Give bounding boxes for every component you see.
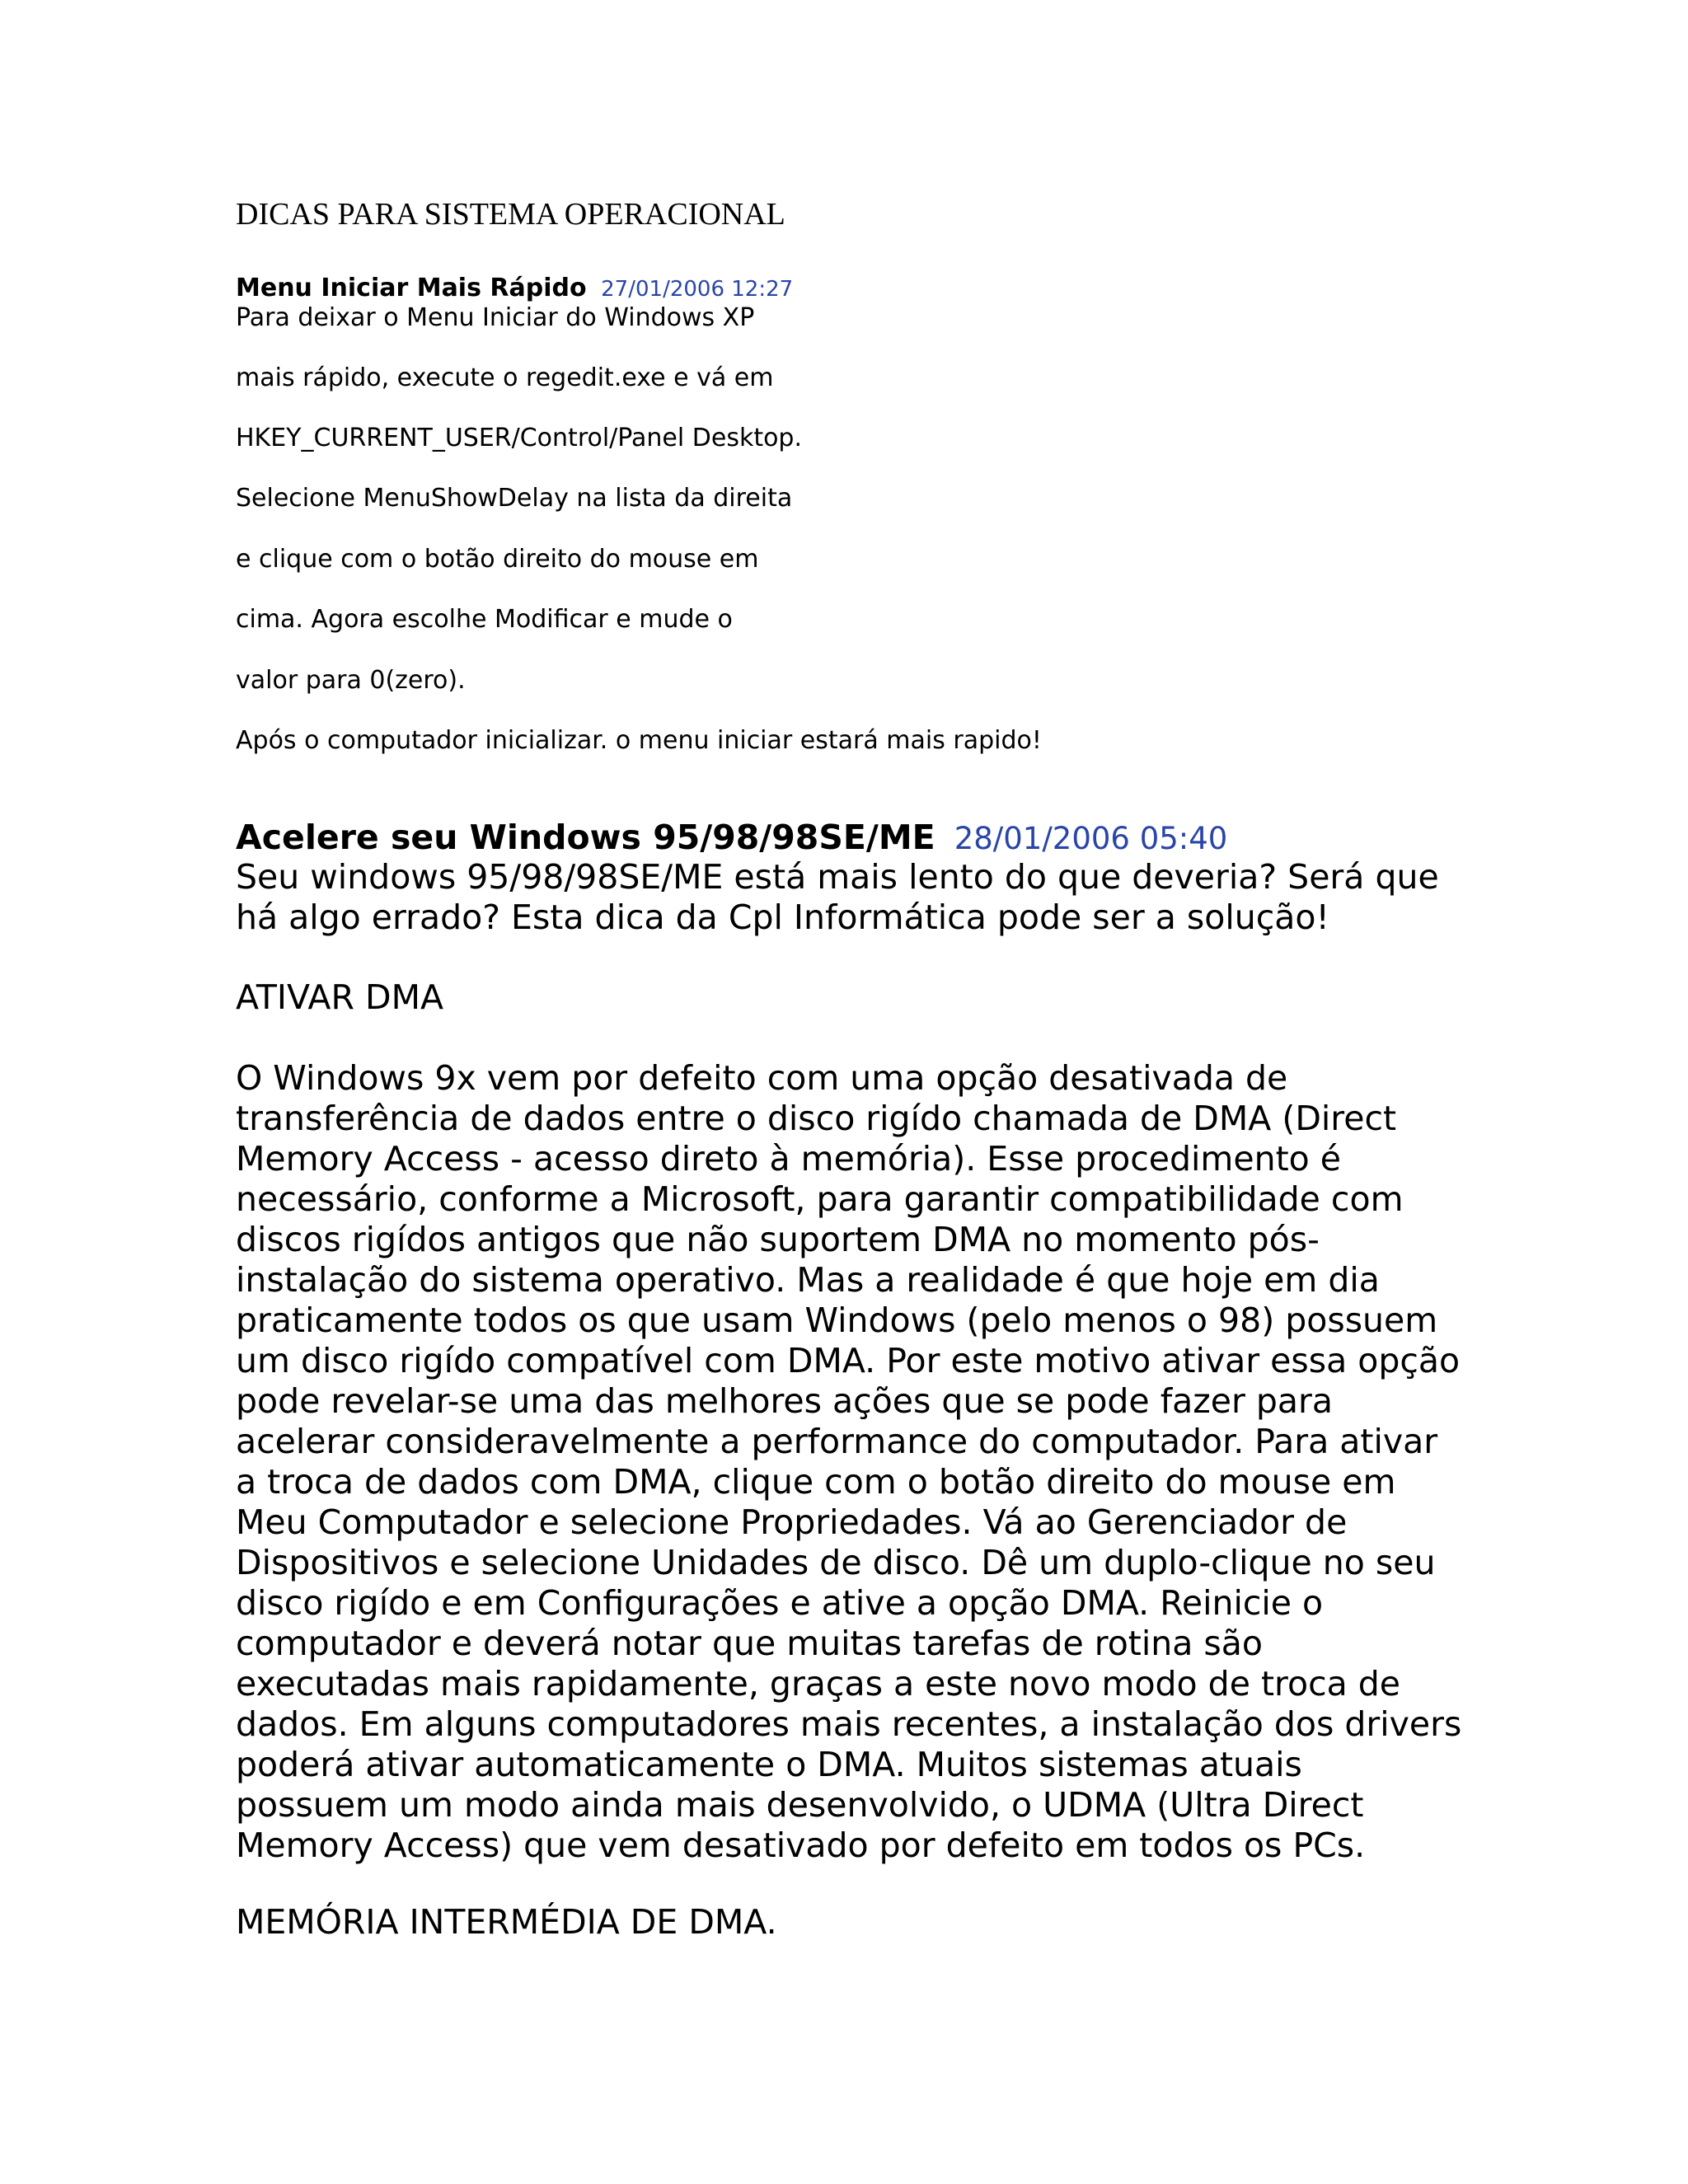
tip1-header (236, 272, 793, 306)
tip1-line-7: valor para 0(zero). (236, 666, 466, 695)
tip2-body-paragraph: O Windows 9x vem por defeito com uma opção desativada de transferência de dados entre o disco rigído chamada de DMA (Direct Memory Access - acesso direto à memória). Esse procedimento é necessário, conforme a Microsoft, para garantir compatibilidade com discos rigídos antigos que não suportem DMA no momento pós-instalação do sistema operativo. Mas a realidade é que hoje em dia praticamente todos os que usam Windows (pelo menos o 98) possuem um disco rigído compatível com DMA. Por este motivo ativar essa opção pode revelar-se uma das melhores ações que se pode fazer para acelerar consideravelmente a performance do computador. Para ativar a troca de dados com DMA, clique com o botão direito do mouse em Meu Computador e selecione Propriedades. Vá ao Gerenciador de Dispositivos e selecione Unidades de disco. Dê um duplo-clique no seu disco rigído e em Configurações e ative a opção DMA. Reinicie o computador e deverá notar que muitas tarefas de rotina são executadas mais rapidamente, graças a este novo modo de troca de dados. Em alguns computadores mais recentes, a instalação dos drivers poderá ativar automaticamente o DMA. Muitos sistemas atuais possuem um modo ainda mais desenvolvido, o UDMA (Ultra Direct Memory Access) que vem desativado por defeito em todos os PCs. (236, 1058, 1462, 1865)
tip2-timestamp: 28/01/2006 05:40 (954, 821, 1228, 856)
tip1-line-8: Após o computador inicializar. o menu iniciar estará mais rapido! (236, 726, 1042, 755)
tip1-line-5: e clique com o botão direito do mouse em (236, 545, 759, 574)
tip1-title: Menu Iniciar Mais Rápido (236, 274, 587, 302)
tip1-timestamp: 27/01/2006 12:27 (601, 277, 794, 302)
tip1-line-1: Para deixar o Menu Iniciar do Windows XP (236, 303, 755, 332)
section-heading-memoria-dma: MEMÓRIA INTERMÉDIA DE DMA. (236, 1902, 777, 1942)
tip2-header (236, 816, 1227, 860)
tip1-line-4: Selecione MenuShowDelay na lista da direita (236, 484, 793, 513)
document-title: DICAS PARA SISTEMA OPERACIONAL (236, 197, 785, 232)
section-heading-ativar-dma: ATIVAR DMA (236, 977, 443, 1017)
tip1-line-6: cima. Agora escolhe Modificar e mude o (236, 605, 733, 634)
tip1-line-2: mais rápido, execute o regedit.exe e vá em (236, 363, 774, 392)
tip2-title: Acelere seu Windows 95/98/98SE/ME (236, 818, 935, 857)
tip2-intro: Seu windows 95/98/98SE/ME está mais lento do que deveria? Será que há algo errado? Esta dica da Cpl Informática pode ser a solução! (236, 857, 1439, 937)
tip1-line-3: HKEY_CURRENT_USER/Control/Panel Desktop. (236, 424, 803, 452)
